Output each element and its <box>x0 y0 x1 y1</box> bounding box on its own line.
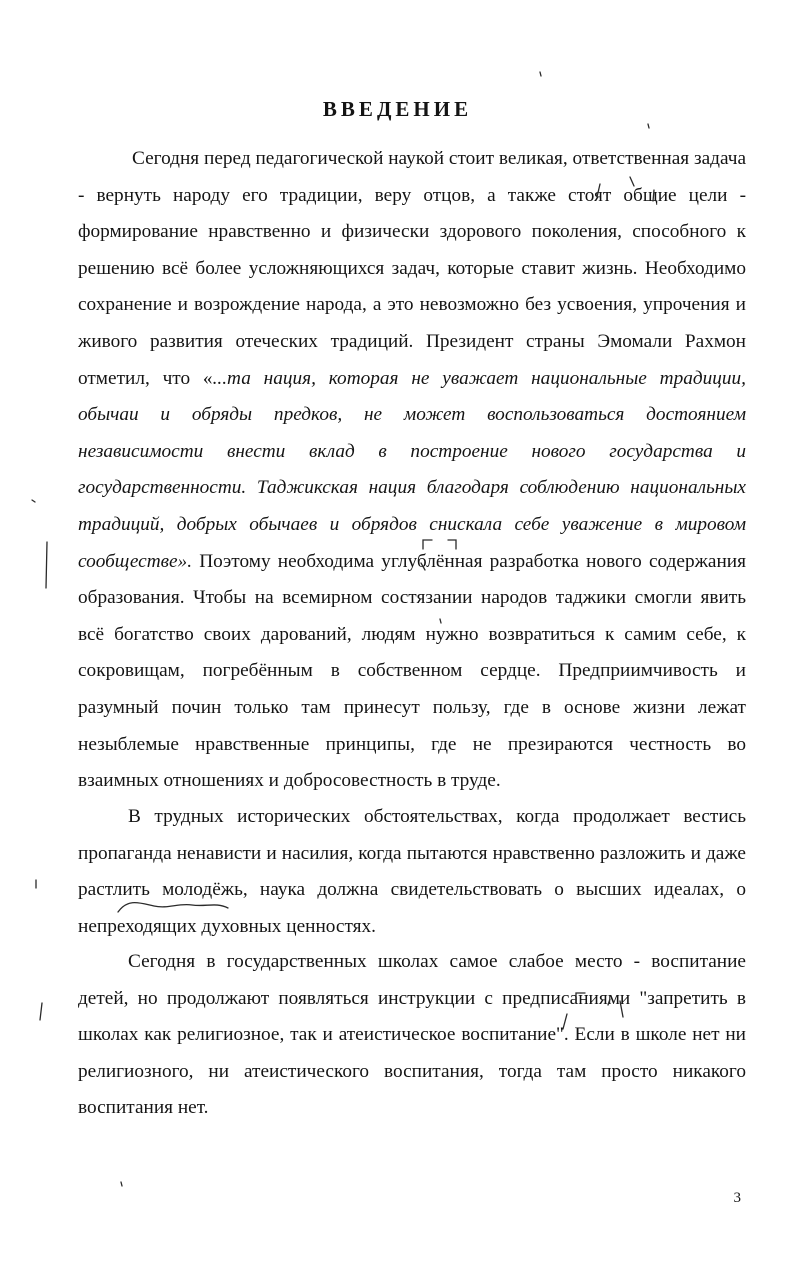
margin-mark-3 <box>40 1003 42 1020</box>
margin-mark-4 <box>32 500 35 502</box>
page-title: ВВЕДЕНИЕ <box>322 97 473 121</box>
page-number: 3 <box>733 1190 741 1206</box>
paragraph-2: В трудных исторических обстоятельствах, когда продолжает вестись пропаганда ненависти и насилия, когда пытаются нравственно разложить и даже растлить молодёжь, наука должна свидетельствовать о высших идеалах, о непреходящих духовных ценностях. <box>78 806 746 937</box>
president-quote: ...та нация, которая не уважает национальные традиции, обычаи и обряды предков, не может воспользоваться достоянием независимости внести вклад в построение нового государства и государственности. Таджикская нация благодаря соблюдению национальных традиций, добрых обычаев и обрядов снискала себе уважение в мировом сообществе». <box>78 367 746 572</box>
tick-mark-3 <box>540 72 541 76</box>
margin-mark-1 <box>46 542 47 588</box>
paragraph-1-lead: Сегодня перед педагогической наукой стоит великая, ответственная задача - вернуть народу его традиции, веру отцов, а также стоят общие цели - формирование нравственно и физически здорового поколения, способного к решению всё более усложняющихся задач, которые ставит жизнь. Необходимо сохранение и возрождение народа, а это невозможно без усвоения, упрочения и живого развития отеческих традиций. Президент страны Эмомали Рахмон отметил, что « <box>78 148 746 389</box>
paragraph-3: Сегодня в государственных школах самое слабое место - воспитание детей, но продолжают появляться инструкции с предписаниями "запретить в школах как религиозное, так и атеистическое воспитание". Если в школе нет ни религиозного, ни атеистического воспитания, тогда там просто никакого воспитания нет. <box>78 951 746 1119</box>
paragraph-1-tail: Поэтому необходима углублённая разработка нового содержания образования. Чтобы на всемирном состязании народов таджики смогли явить всё богатство своих дарований, людям нужно возвратиться к самим себе, к сокровищам, погребённым в собственном сердце. Предприимчивость и разумный почин только там принесут пользу, где в основе жизни лежат незыблемые нравственные принципы, где не презираются честность во взаимных отношениях и добросовестность в труде. <box>78 550 746 792</box>
tick-mark-5 <box>121 1182 122 1186</box>
paragraph-1 <box>78 141 746 800</box>
tick-mark-4 <box>648 124 649 128</box>
